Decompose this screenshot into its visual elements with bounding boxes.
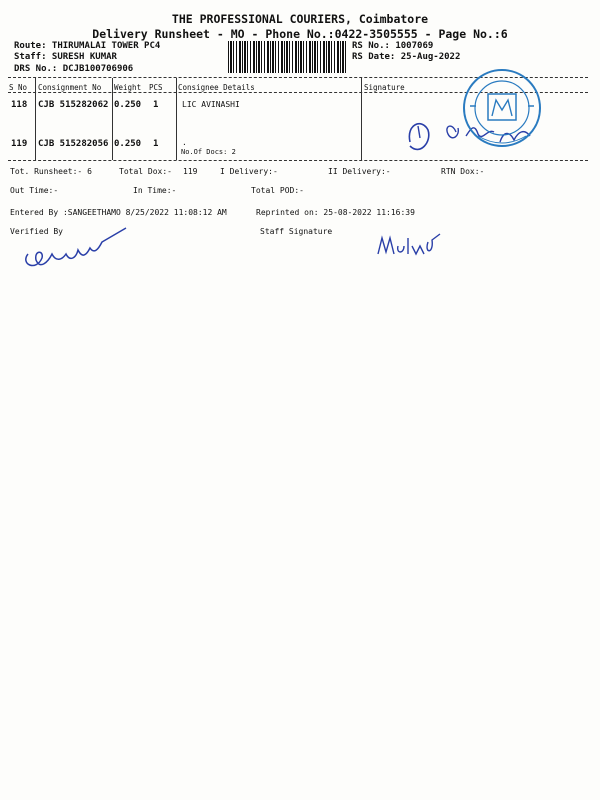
verifier-signature xyxy=(18,220,138,272)
column-header: S No xyxy=(9,83,28,92)
out-time: Out Time:- xyxy=(10,186,59,195)
column-header: PCS xyxy=(149,83,163,92)
entered-by: Entered By :SANGEETHAMO 8/25/2022 11:08:12 AM xyxy=(10,208,227,217)
col-divider xyxy=(35,78,36,160)
barcode xyxy=(228,41,346,73)
staff-signature-label: Staff Signature xyxy=(260,227,333,236)
total-pod: Total POD:- xyxy=(251,186,304,195)
tot-runsheet: Tot. Runsheet:- 6 xyxy=(10,167,92,176)
cell-sno: 119 xyxy=(11,139,28,149)
i-delivery: I Delivery:- xyxy=(220,167,278,176)
cell-consignee: . xyxy=(182,138,187,147)
cell-consignment: CJB 515282062 xyxy=(38,100,109,110)
ii-delivery: II Delivery:- xyxy=(328,167,391,176)
verified-by-label: Verified By xyxy=(10,227,63,236)
lic-seal-stamp xyxy=(456,66,548,152)
total-dox-value: 119 xyxy=(183,167,198,176)
column-header: Consignment No xyxy=(38,83,102,92)
column-header: Consignee Details xyxy=(178,83,255,92)
staff-label: Staff: SURESH KUMAR xyxy=(14,52,117,62)
cell-consignment: CJB 515282056 xyxy=(38,139,109,149)
column-header: Signature xyxy=(364,83,405,92)
column-header: Weight xyxy=(114,83,142,92)
cell-weight: 0.250 xyxy=(114,100,142,110)
cell-sno: 118 xyxy=(11,100,28,110)
cell-weight: 0.250 xyxy=(114,139,142,149)
cell-pcs: 1 xyxy=(153,139,159,149)
rs-date: RS Date: 25-Aug-2022 xyxy=(352,52,461,62)
rtn-dox: RTN Dox:- xyxy=(441,167,485,176)
page-subtitle: Delivery Runsheet - MO - Phone No.:0422-3505555 - Page No.:6 xyxy=(92,27,508,41)
col-divider xyxy=(112,78,113,160)
col-divider xyxy=(361,78,362,160)
col-divider xyxy=(176,78,177,160)
rs-number: RS No.: 1007069 xyxy=(352,41,434,51)
route-label: Route: THIRUMALAI TOWER PC4 xyxy=(14,41,161,51)
reprinted-on: Reprinted on: 25-08-2022 11:16:39 xyxy=(256,208,415,217)
drs-number: DRS No.: DCJB100706906 xyxy=(14,64,134,74)
cell-pcs: 1 xyxy=(153,100,159,110)
docs-count: No.Of Docs: 2 xyxy=(181,148,236,156)
page-title: THE PROFESSIONAL COURIERS, Coimbatore xyxy=(171,12,429,26)
cell-consignee: LIC AVINASHI xyxy=(182,100,240,109)
in-time: In Time:- xyxy=(133,186,177,195)
staff-signature xyxy=(374,228,444,264)
total-dox-label: Total Dox:- xyxy=(119,167,172,176)
